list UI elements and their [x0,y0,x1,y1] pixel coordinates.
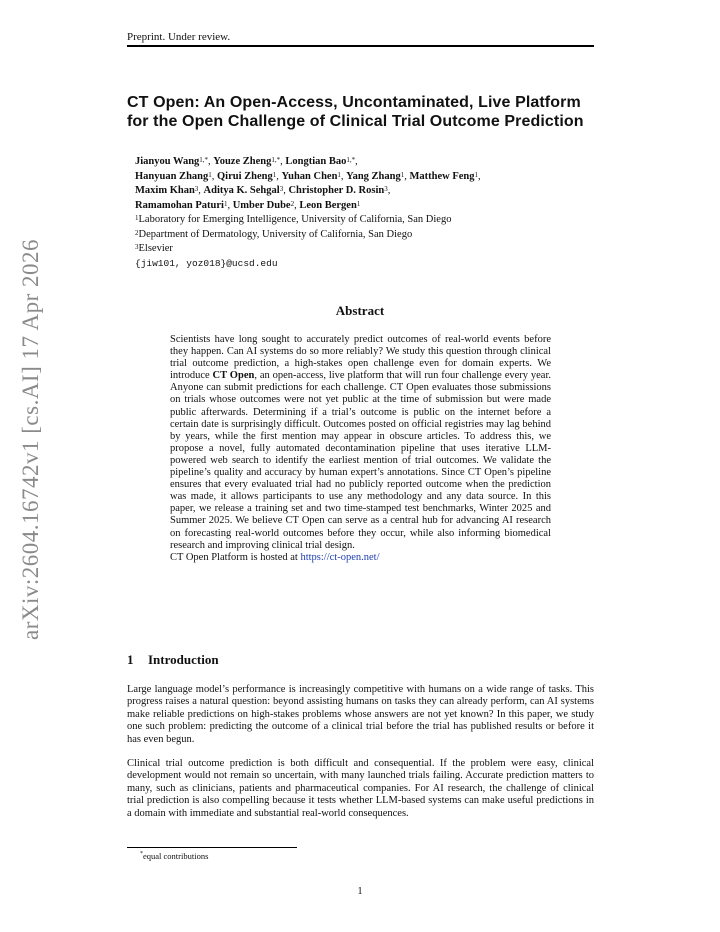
paper-title [127,93,597,131]
affiliation-3: $^3$Elsevier [135,243,173,254]
intro-paragraph-1: Large language model’s performance is increasingly competitive with humans on a wide range of tasks. This progress raises a natural question: beyond assisting humans on tasks they can already perform, can AI systems make reliable predictions on high-stakes problems whose answers are not yet known? In this paper, we study one such problem: predicting the outcome of a clinical trial before the trial has published results or before it has even begun. [127,684,594,745]
author-name: Qirui Zheng [217,170,273,182]
abstract-body: Scientists have long sought to accurately predict outcomes of real-world events before they happen. Can AI systems do so more reliably? We study this question through clinical trial outcome prediction, a high-stakes open challenge even for domain experts. We introduce CT Open, an open-access, live platform that will run four challenge every year. Anyone can submit predictions for each challenge. CT Open evaluates those submissions on trials whose outcomes were not yet public at the time of submission but were made public afterwards. Determining if a trial’s outcome is public on the internet before a certain date is surprisingly difficult. Outcomes posted on official registries may lag behind by years, while the first mention may appear in obscure articles. To address this, we propose a novel, fully automated decontamination pipeline that uses iterative LLM-powered web search to identify the earliest mention of trial outcomes. We validate the pipeline’s quality and accuracy by human expert’s annotations. Since CT Open’s pipeline ensures that every evaluated trial had no publicly reported outcome when the prediction was made, it allows participants to use any methodology and any data source. In this paper, we release a training set and two time-stamped test benchmarks, Winter 2025 and Summer 2025. We believe CT Open can serve as a central hub for advancing AI research on forecasting real-world outcomes before they occur, while also informing biomedical research and improving clinical trial design. CT Open Platform is hosted at https://ct-open.net/ [170,334,551,563]
author-name: Matthew Feng [409,170,475,182]
author-line-2: Hanyuan Zhang$^1$, Qirui Zheng$^1$, Yuhan Chen$^1$, Yang Zhang$^1$, Matthew Feng$^1$, [135,170,481,182]
affiliation-1: $^1$Laboratory for Emerging Intelligence, University of California, San Diego [135,214,452,225]
author-name: Christopher D. Rosin [288,185,385,196]
contact-email[interactable]: {jiw101, yoz018}@ucsd.edu [135,257,278,269]
abstract-heading: Abstract [335,303,385,318]
author-line-3: Maxim Khan$^3$, Aditya K. Sehgal$^3$, Christopher D. Rosin$^3$, [135,185,391,196]
footnote: *equal contributions [140,851,209,861]
section-heading-introduction [127,652,219,668]
footnote-rule [127,847,297,848]
platform-name: CT Open [212,370,255,382]
author-name: Maxim Khan [135,185,195,196]
author-block [135,155,605,271]
title-line-1: CT Open: An Open-Access, Uncontaminated, Live Platform [127,94,581,111]
section-title: Introduction [148,652,219,667]
author-name: Jianyou Wang [135,156,200,167]
running-head: Preprint. Under review. [127,31,231,43]
author-line-1: Jianyou Wang$^{1,*}$, Youze Zheng$^{1,*}$, Longtian Bao$^{1,*}$, [135,156,358,167]
author-name: Yuhan Chen [281,170,338,182]
author-name: Yang Zhang [346,170,401,182]
platform-link[interactable]: https://ct-open.net/ [300,551,380,563]
author-name: Youze Zheng [213,156,272,167]
author-name: Longtian Bao [285,156,347,167]
author-line-4: Ramamohan Paturi$^1$, Umber Dube$^2$, Leon Bergen$^1$ [135,199,361,211]
footnote-mark: * [140,851,143,857]
header-rule [127,45,594,47]
author-name: Ramamohan Paturi [135,199,224,211]
author-name: Leon Bergen [299,199,357,211]
arxiv-stamp: arXiv:2604.16742v1 [cs.AI] 17 Apr 2026 [18,238,43,640]
intro-paragraph-2: Clinical trial outcome prediction is both difficult and consequential. If the problem were easy, clinical development would not remain so uncertain, with many launched trials failing. Accurate prediction matters to many, such as clinicians, patients and pharmaceutical companies. For AI research, the challenge of clinical trial prediction is also compelling because it tests whether LLM-based systems can make useful predictions in a domain with immediate and substantial real-world consequences. [127,758,594,819]
author-name: Hanyuan Zhang [135,170,209,182]
page-number: 1 [357,886,363,897]
affiliation-2: $^2$Department of Dermatology, University of California, San Diego [135,228,413,240]
title-line-2: for the Open Challenge of Clinical Trial Outcome Prediction [127,113,584,130]
author-name: Aditya K. Sehgal [203,185,280,196]
author-name: Umber Dube [232,199,291,211]
section-number: 1 [127,652,134,667]
